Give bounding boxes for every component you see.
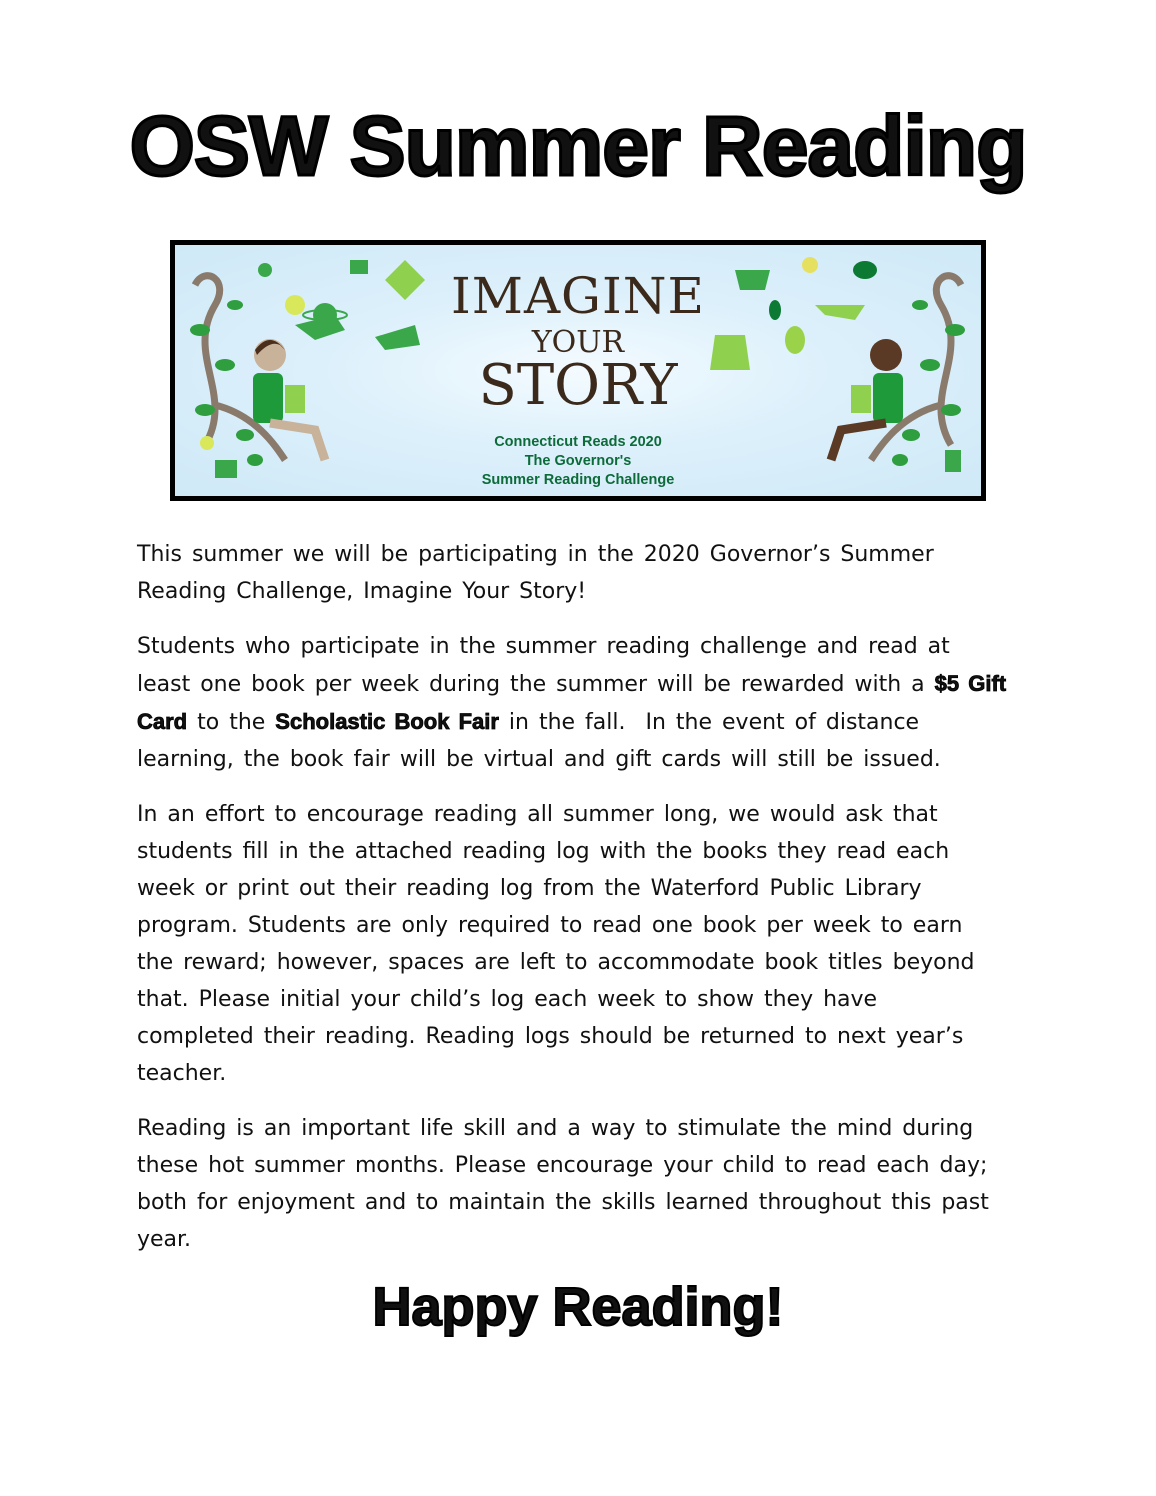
text-line: both for enjoyment and to maintain the skills learned throughout this past xyxy=(137,1190,989,1215)
text-line: the reward; however, spaces are left to accommodate book titles beyond xyxy=(137,950,975,975)
boy-reading-icon xyxy=(831,339,903,460)
banner-subtitle xyxy=(425,433,731,490)
closing-heading: Happy Reading! xyxy=(372,1277,784,1337)
letter-body xyxy=(137,536,1027,1276)
girl-reading-icon xyxy=(253,339,325,460)
text-line: teacher. xyxy=(137,1061,227,1086)
text-line: year. xyxy=(137,1227,192,1252)
paragraph-encouragement xyxy=(137,1110,1027,1258)
text-line: Reading is an important life skill and a way to stimulate the mind during xyxy=(137,1116,974,1141)
text-line: Students who participate in the summer reading challenge and read at xyxy=(137,634,950,659)
imagine-your-story-banner xyxy=(170,240,986,501)
gift-card-word: Card xyxy=(137,709,188,734)
text-line xyxy=(137,665,1027,703)
text-line: Reading Challenge, Imagine Your Story! xyxy=(137,579,587,604)
paragraph-reading-log xyxy=(137,796,1027,1092)
text-segment: to the xyxy=(187,710,276,735)
text-line: week or print out their reading log from the Waterford Public Library xyxy=(137,876,922,901)
text-line: these hot summer months. Please encourage your child to read each day; xyxy=(137,1153,988,1178)
page-title: OSW Summer Reading xyxy=(129,99,1027,193)
gift-card-amount: $5 Gift xyxy=(934,671,1007,696)
paragraph-intro xyxy=(137,536,1027,610)
text-line: that. Please initial your child’s log each week to show they have xyxy=(137,987,878,1012)
banner-sub-line: Summer Reading Challenge xyxy=(481,472,675,488)
banner-sub-line: Connecticut Reads 2020 xyxy=(494,434,662,450)
text-line: In an effort to encourage reading all summer long, we would ask that xyxy=(137,802,938,827)
text-line: students fill in the attached reading log with the books they read each xyxy=(137,839,950,864)
text-line xyxy=(137,703,1027,741)
banner-sub-line: The Governor's xyxy=(524,453,632,469)
banner-title-your: YOUR xyxy=(531,325,625,360)
paragraph-reward xyxy=(137,628,1027,778)
text-segment: in the fall. In the event of distance xyxy=(498,710,920,735)
text-line: program. Students are only required to read one book per week to earn xyxy=(137,913,963,938)
banner-title-story: STORY xyxy=(478,353,678,418)
text-segment: least one book per week during the summer will be rewarded with a xyxy=(137,672,935,697)
text-line: learning, the book fair will be virtual and gift cards will still be issued. xyxy=(137,747,941,772)
book-fair-name: Scholastic Book Fair xyxy=(275,709,499,734)
text-line: This summer we will be participating in the 2020 Governor’s Summer xyxy=(137,542,934,567)
text-line: completed their reading. Reading logs should be returned to next year’s xyxy=(137,1024,964,1049)
banner-title-imagine: IMAGINE xyxy=(451,267,705,325)
